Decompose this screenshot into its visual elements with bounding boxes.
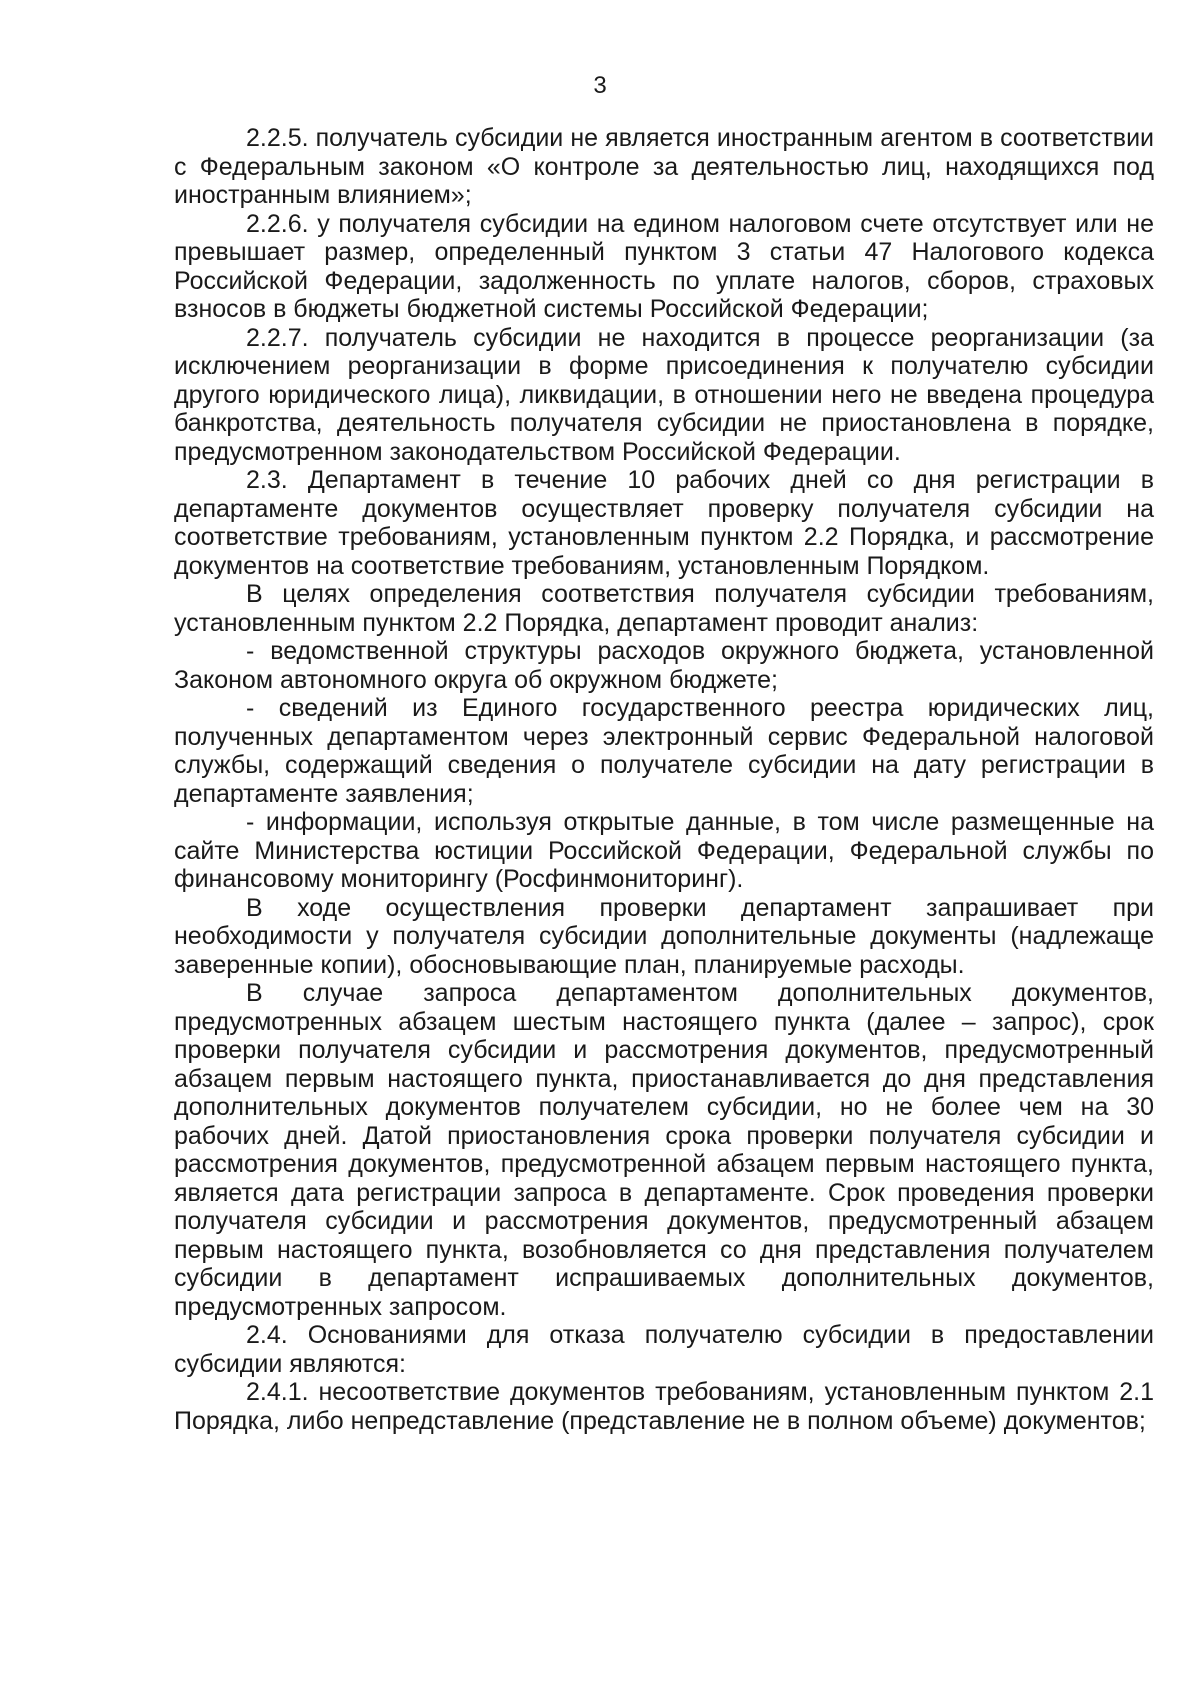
paragraph-2-4: 2.4. Основаниями для отказа получателю субсидии в предоставлении субсидии являются: — [174, 1321, 1154, 1378]
list-item-budget-structure: - ведомственной структуры расходов окружного бюджета, установленной Законом автономного округа об окружном бюджете; — [174, 637, 1154, 694]
paragraph-2-2-5: 2.2.5. получатель субсидии не является иностранным агентом в соответствии с Федеральным законом «О контроле за деятельностью лиц, находящихся под иностранным влиянием»; — [174, 124, 1154, 209]
paragraph-2-4-1: 2.4.1. несоответствие документов требованиям, установленным пунктом 2.1 Порядка, либо непредставление (представление не в полном объеме) документов; — [174, 1378, 1154, 1435]
paragraph-2-3: 2.3. Департамент в течение 10 рабочих дней со дня регистрации в департаменте документов осуществляет проверку получателя субсидии на соответствие требованиям, установленным пунктом 2.2 Порядка, и рассмотрение документов на соответствие требованиям, установленным Порядком. — [174, 466, 1154, 580]
page-number: 3 — [593, 72, 607, 99]
paragraph-request-suspension: В случае запроса департаментом дополнительных документов, предусмотренных абзацем шестым настоящего пункта (далее – запрос), срок проверки получателя субсидии и рассмотрения документов, предусмотренный абзацем первым настоящего пункта, приостанавливается до дня представления дополнительных документов получателем субсидии, но не более чем на 30 рабочих дней. Датой приостановления срока проверки получателя субсидии и рассмотрения документов, предусмотренной абзацем первым настоящего пункта, является дата регистрации запроса в департаменте. Срок проведения проверки получателя субсидии и рассмотрения документов, предусмотренный абзацем первым настоящего пункта, возобновляется со дня представления получателем субсидии в департамент испрашиваемых дополнительных документов, предусмотренных запросом. — [174, 979, 1154, 1321]
paragraph-analysis-intro: В целях определения соответствия получателя субсидии требованиям, установленным пунктом 2.2 Порядка, департамент проводит анализ: — [174, 580, 1154, 637]
document-body — [174, 124, 1154, 1435]
list-item-egrul-info: - сведений из Единого государственного реестра юридических лиц, полученных департаментом через электронный сервис Федеральной налоговой службы, содержащий сведения о получателе субсидии на дату регистрации в департаменте заявления; — [174, 694, 1154, 808]
paragraph-2-2-6: 2.2.6. у получателя субсидии на едином налоговом счете отсутствует или не превышает размер, определенный пунктом 3 статьи 47 Налогового кодекса Российской Федерации, задолженность по уплате налогов, сборов, страховых взносов в бюджеты бюджетной системы Российской Федерации; — [174, 209, 1154, 323]
paragraph-2-2-7: 2.2.7. получатель субсидии не находится в процессе реорганизации (за исключением реорганизации в форме присоединения к получателю субсидии другого юридического лица), ликвидации, в отношении него не введена процедура банкротства, деятельность получателя субсидии не приостановлена в порядке, предусмотренном законодательством Российской Федерации. — [174, 323, 1154, 466]
list-item-open-data: - информации, используя открытые данные, в том числе размещенные на сайте Министерства юстиции Российской Федерации, Федеральной службы по финансовому мониторингу (Росфинмониторинг). — [174, 808, 1154, 893]
paragraph-additional-documents: В ходе осуществления проверки департамент запрашивает при необходимости у получателя субсидии дополнительные документы (надлежаще заверенные копии), обосновывающие план, планируемые расходы. — [174, 893, 1154, 979]
